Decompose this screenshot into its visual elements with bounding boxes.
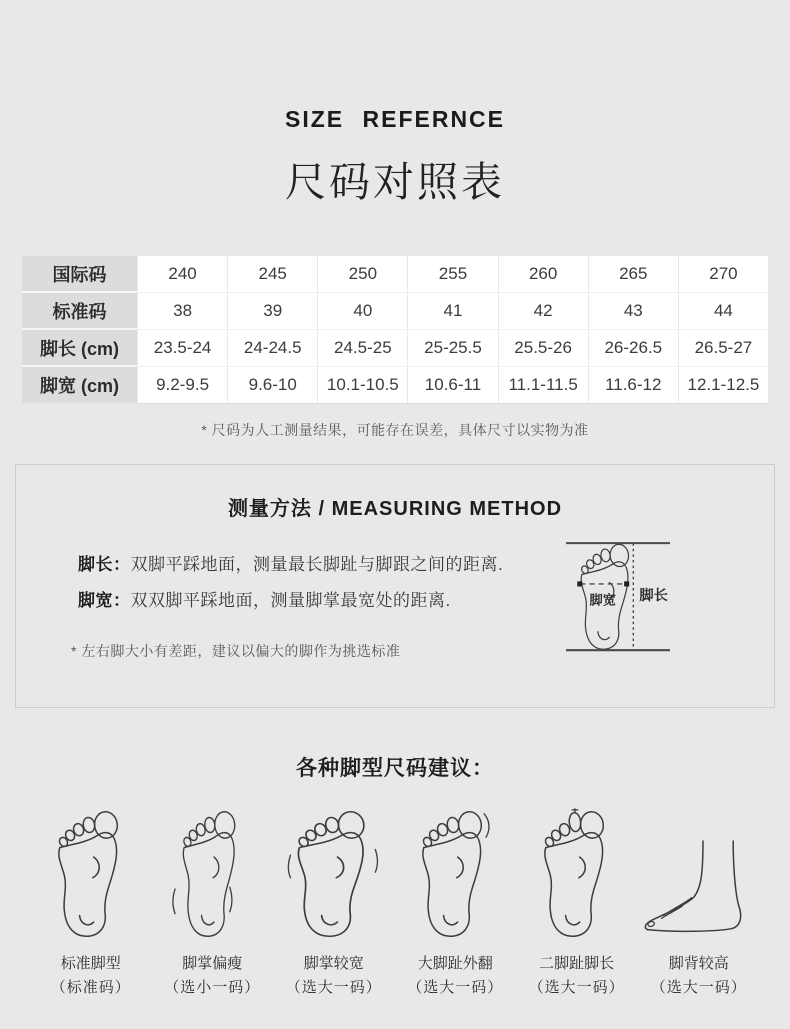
size-table-cell: 10.1-10.5 xyxy=(317,367,407,404)
size-table-cell: 10.6-11 xyxy=(407,367,497,404)
foot-type-item-long-second-toe xyxy=(516,806,637,1000)
size-table-cell: 24.5-25 xyxy=(317,330,407,367)
foot-type-advice: （选大一码） xyxy=(285,979,382,996)
size-table-cell: 12.1-12.5 xyxy=(678,367,768,404)
measuring-method-panel xyxy=(15,464,775,708)
foot-type-name: 脚掌偏瘦 xyxy=(182,955,243,972)
size-table-row-header: 国际码 xyxy=(22,256,137,293)
foot-type-advice: （标准码） xyxy=(50,979,131,996)
measuring-line-label: 脚长： xyxy=(78,555,131,574)
foot-high-instep-illustration xyxy=(637,806,760,940)
diagram-foot-length-label: 脚长 xyxy=(639,588,668,605)
foot-long-second-toe-illustration xyxy=(516,806,637,940)
size-table-cell: 26.5-27 xyxy=(678,330,768,367)
foot-wide-illustration xyxy=(273,806,394,940)
footprint-wide-icon xyxy=(282,808,386,940)
size-table-cell: 9.6-10 xyxy=(227,367,317,404)
footprint-bunion-icon xyxy=(403,808,507,940)
footprint-long-second-toe-icon xyxy=(525,808,629,940)
size-table-cell: 44 xyxy=(678,293,768,330)
size-table-cell: 9.2-9.5 xyxy=(137,367,227,404)
measuring-note: * 左右脚大小有差距，建议以偏大的脚作为挑选标准 xyxy=(71,643,401,659)
size-table-cell: 25.5-26 xyxy=(498,330,588,367)
size-table-cell: 43 xyxy=(588,293,678,330)
foot-type-name: 大脚趾外翻 xyxy=(417,955,493,972)
foot-type-item-bunion xyxy=(394,806,515,1000)
foot-type-advice: （选大一码） xyxy=(407,979,504,996)
foot-narrow-illustration xyxy=(151,806,272,940)
page-title-en: SIZE REFERNCE xyxy=(284,106,506,132)
size-table-cell: 23.5-24 xyxy=(137,330,227,367)
foot-type-item-standard xyxy=(30,806,151,1000)
foot-type-name: 脚掌较宽 xyxy=(303,955,364,972)
size-table-cell: 39 xyxy=(227,293,317,330)
foot-type-name: 二脚趾脚长 xyxy=(539,955,615,972)
foot-side-view-icon xyxy=(637,808,760,940)
size-table-cell: 245 xyxy=(227,256,317,293)
foot-type-advice: （选大一码） xyxy=(650,979,747,996)
size-table-cell: 265 xyxy=(588,256,678,293)
size-table-cell: 38 xyxy=(137,293,227,330)
size-table-cell: 42 xyxy=(498,293,588,330)
footprint-standard-icon xyxy=(39,808,143,940)
size-table-row-foot-length xyxy=(22,330,768,367)
foot-type-item-narrow xyxy=(151,806,272,1000)
measuring-method-title: 测量方法 / MEASURING METHOD xyxy=(227,498,563,520)
size-table-row-header: 脚宽 (cm) xyxy=(22,367,137,404)
footprint-narrow-icon xyxy=(160,808,264,940)
size-table-cell: 270 xyxy=(678,256,768,293)
size-table-cell: 11.6-12 xyxy=(588,367,678,404)
size-table-cell: 255 xyxy=(407,256,497,293)
foot-types-row xyxy=(30,806,760,1000)
measuring-line-text: 双脚平踩地面，测量最长脚趾与脚跟之间的距离. xyxy=(130,555,504,574)
size-table-row-standard xyxy=(22,293,768,330)
foot-type-name: 标准脚型 xyxy=(60,955,121,972)
measuring-line-text: 双双脚平踩地面，测量脚掌最宽处的距离. xyxy=(130,591,451,610)
foot-type-item-high-instep xyxy=(637,806,760,1000)
size-table-cell: 25-25.5 xyxy=(407,330,497,367)
foot-type-name: 脚背较高 xyxy=(668,955,729,972)
foot-bunion-illustration xyxy=(394,806,515,940)
size-table-cell: 41 xyxy=(407,293,497,330)
foot-type-item-wide xyxy=(273,806,394,1000)
size-table-cell: 11.1-11.5 xyxy=(498,367,588,404)
size-table-cell: 24-24.5 xyxy=(227,330,317,367)
size-table-cell: 40 xyxy=(317,293,407,330)
foot-types-section-title: 各种脚型尺码建议： xyxy=(296,757,494,780)
foot-type-advice: （选小一码） xyxy=(164,979,261,996)
foot-measurement-diagram xyxy=(564,535,722,657)
foot-measurement-diagram-icon xyxy=(564,535,722,657)
size-table-cell: 26-26.5 xyxy=(588,330,678,367)
size-table-row-foot-width xyxy=(22,367,768,404)
size-chart-table xyxy=(22,256,768,404)
size-table-disclaimer: * 尺码为人工测量结果，可能存在误差，具体尺寸以实物为准 xyxy=(201,422,589,438)
size-table-row-header: 标准码 xyxy=(22,293,137,330)
page-title-zh: 尺码对照表 xyxy=(285,159,505,205)
foot-standard-illustration xyxy=(30,806,151,940)
diagram-foot-width-label: 脚宽 xyxy=(589,592,616,608)
foot-type-advice: （选大一码） xyxy=(528,979,625,996)
size-table-row-header: 脚长 (cm) xyxy=(22,330,137,367)
measuring-line-label: 脚宽： xyxy=(78,591,131,610)
size-table-row-international xyxy=(22,256,768,293)
size-table-cell: 250 xyxy=(317,256,407,293)
size-table-cell: 260 xyxy=(498,256,588,293)
size-table-cell: 240 xyxy=(137,256,227,293)
